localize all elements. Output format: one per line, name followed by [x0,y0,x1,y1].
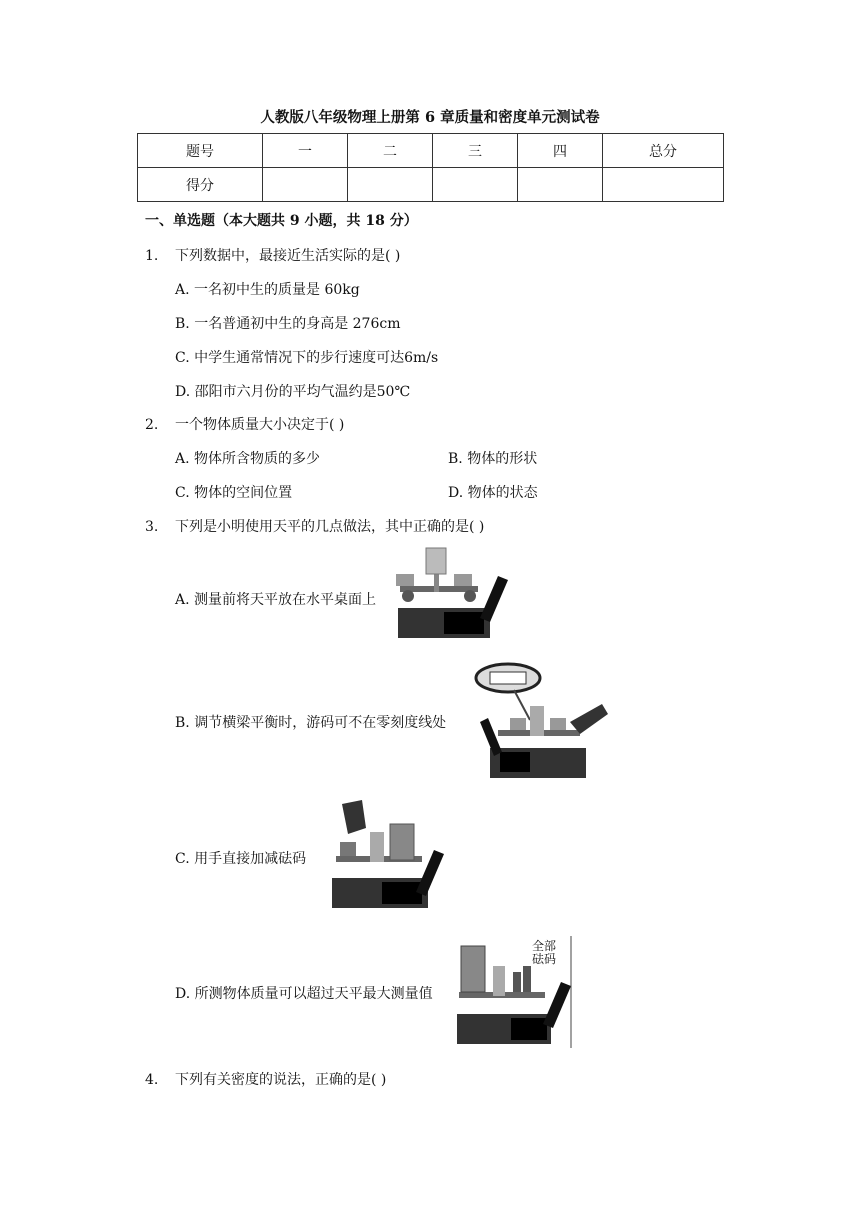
question-stem: 下列有关密度的说法，正确的是( ) [175,1072,387,1088]
q2-option-b: B. 物体的形状 [448,451,538,467]
balance-figure-a [394,546,514,642]
q1-option-d: D. 邵阳市六月份的平均气温约是50℃ [175,384,411,400]
score-row-label: 得分 [138,168,263,202]
q1-option-c: C. 中学生通常情况下的步行速度可达6m/s [175,350,439,366]
q3-option-a: A. 测量前将天平放在水平桌面上 [175,592,377,608]
score-header-cell: 总分 [603,134,724,168]
score-cell[interactable] [603,168,724,202]
score-header-cell: 二 [348,134,433,168]
question-number: 3. [145,519,159,535]
q3-option-c: C. 用手直接加减砝码 [175,851,307,867]
q1-option-b: B. 一名普通初中生的身高是 276cm [175,316,401,332]
question-stem: 一个物体质量大小决定于( ) [175,417,345,433]
score-header-cell: 四 [518,134,603,168]
question-number: 4. [145,1072,159,1088]
question-1 [145,245,400,265]
figure-d-label-line2: 砝码 [532,952,557,966]
score-header-cell: 三 [433,134,518,168]
score-header-cell: 题号 [138,134,263,168]
figure-d-label [532,940,556,966]
score-cell[interactable] [348,168,433,202]
q2-option-d: D. 物体的状态 [448,485,538,501]
page-title: 人教版八年级物理上册第 6 章质量和密度单元测试卷 [260,109,600,126]
question-4 [145,1069,386,1089]
question-2 [145,414,344,434]
balance-figure-c [322,798,450,912]
score-cell[interactable] [433,168,518,202]
question-number: 2. [145,417,159,433]
score-table-score-row [138,168,724,202]
score-table-header-row [138,134,724,168]
q3-option-d: D. 所测物体质量可以超过天平最大测量值 [175,986,433,1002]
q2-option-a: A. 物体所含物质的多少 [175,451,321,467]
score-cell[interactable] [518,168,603,202]
balance-figure-b [470,660,610,782]
score-header-cell: 一 [263,134,348,168]
question-number: 1. [145,248,159,264]
q3-option-b: B. 调节横梁平衡时，游码可不在零刻度线处 [175,715,447,731]
question-3 [145,516,484,536]
balance-figure-d [453,936,577,1048]
q1-option-a: A. 一名初中生的质量是 60kg [175,282,360,298]
question-stem: 下列是小明使用天平的几点做法，其中正确的是( ) [175,519,485,535]
section-heading: 一、单选题（本大题共 9 小题，共 18 分） [145,213,418,229]
question-stem: 下列数据中，最接近生活实际的是( ) [175,248,401,264]
score-table [137,133,724,202]
q2-option-c: C. 物体的空间位置 [175,485,293,501]
figure-d-label-line1: 全部 [532,939,557,953]
score-cell[interactable] [263,168,348,202]
